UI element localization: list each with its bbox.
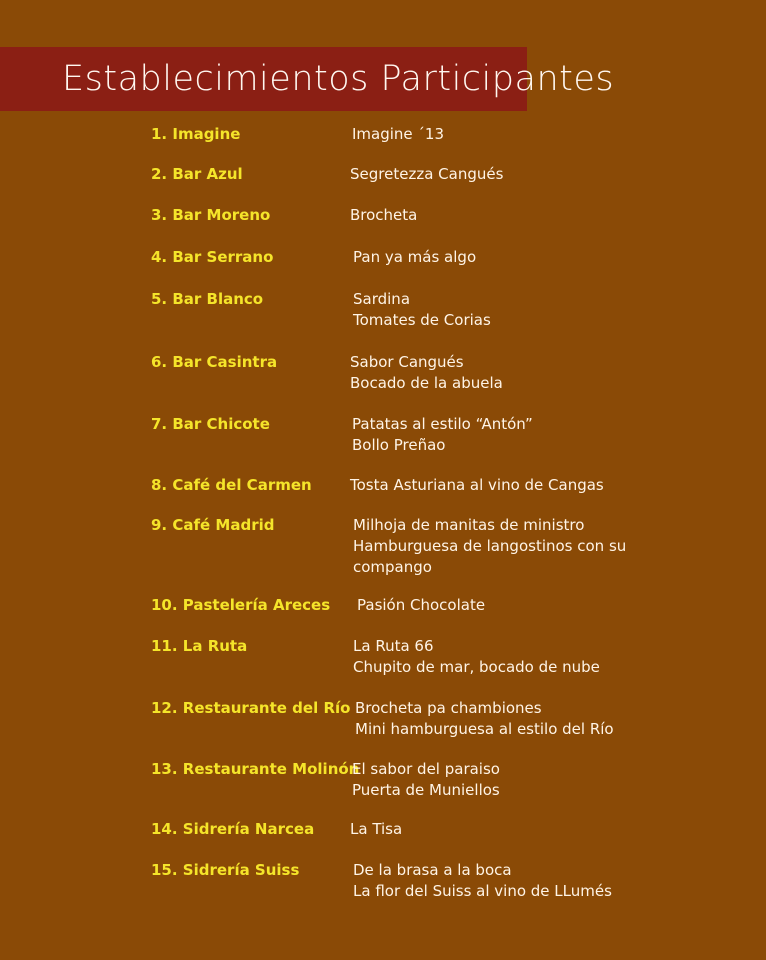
dish-list [352,759,652,801]
venue-name: 3. Bar Moreno [151,206,271,224]
dish-list [350,205,650,226]
venue-name: 9. Café Madrid [151,516,275,534]
dish-name: Tomates de Corias [353,311,491,329]
dish-list [352,124,652,145]
dish-name: Imagine ´13 [352,125,445,143]
dish-name: Milhoja de manitas de ministro [353,516,585,534]
dish-name: La Ruta 66 [353,637,434,655]
venue-name: 14. Sidrería Narcea [151,820,315,838]
dish-list [353,289,653,331]
dish-list [350,819,650,840]
page-title: Establecimientos Participantes [62,59,615,99]
dish-name: La Tisa [350,820,403,838]
dish-name: Brocheta [350,206,418,224]
dish-list [350,164,650,185]
dish-name: Bocado de la abuela [350,374,503,392]
venue-name: 7. Bar Chicote [151,415,270,433]
dish-name: Puerta de Muniellos [352,781,500,799]
dish-list [357,595,657,616]
dish-name: Tosta Asturiana al vino de Cangas [350,476,604,494]
dish-list [355,698,655,740]
dish-list [350,352,650,394]
dish-name: Sardina [353,290,411,308]
dish-name: compango [353,558,432,576]
dish-name: La flor del Suiss al vino de LLumés [353,882,612,900]
dish-list [353,247,653,268]
dish-name: El sabor del paraiso [352,760,500,778]
venue-name: 5. Bar Blanco [151,290,264,308]
dish-name: Segretezza Cangués [350,165,504,183]
venue-name: 4. Bar Serrano [151,248,274,266]
venue-name: 13. Restaurante Molinón [151,760,360,778]
dish-name: Hamburguesa de langostinos con su [353,537,627,555]
dish-name: Mini hamburguesa al estilo del Río [355,720,614,738]
venue-name: 12. Restaurante del Río [151,699,351,717]
dish-name: Patatas al estilo “Antón” [352,415,533,433]
venue-name: 1. Imagine [151,125,241,143]
dish-list [353,636,653,678]
dish-name: Bollo Preñao [352,436,446,454]
dish-name: Pasión Chocolate [357,596,486,614]
dish-list [350,475,650,496]
dish-list [353,515,653,578]
dish-name: Brocheta pa chambiones [355,699,542,717]
dish-name: De la brasa a la boca [353,861,512,879]
dish-name: Sabor Cangués [350,353,464,371]
venue-name: 15. Sidrería Suiss [151,861,300,879]
dish-name: Pan ya más algo [353,248,477,266]
venue-name: 10. Pastelería Areces [151,596,331,614]
venue-name: 2. Bar Azul [151,165,243,183]
venue-name: 6. Bar Casintra [151,353,278,371]
venue-name: 8. Café del Carmen [151,476,312,494]
venue-name: 11. La Ruta [151,637,248,655]
dish-name: Chupito de mar, bocado de nube [353,658,600,676]
dish-list [353,860,653,902]
dish-list [352,414,652,456]
